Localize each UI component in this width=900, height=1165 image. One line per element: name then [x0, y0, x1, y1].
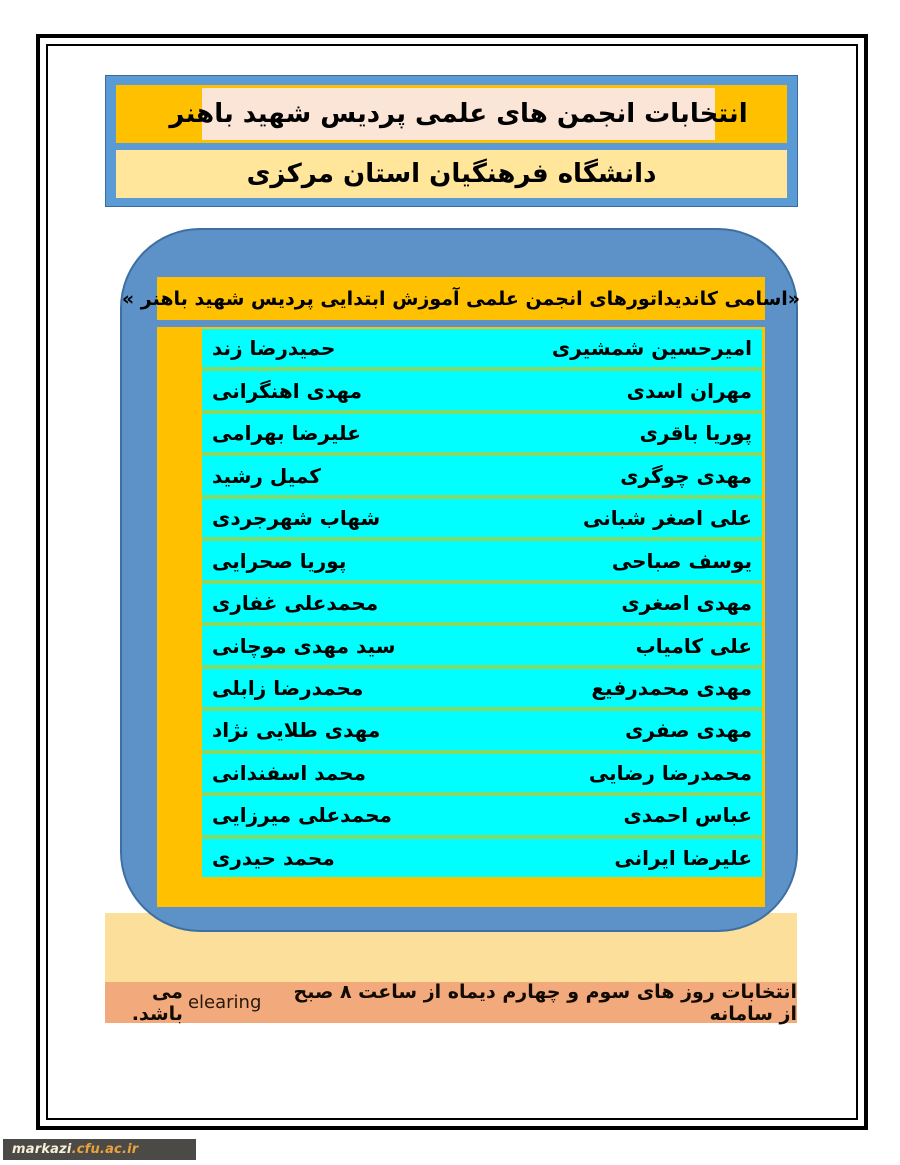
table-row — [202, 499, 762, 537]
candidate-name-secondary: مهدی اهنگرانی — [212, 378, 362, 403]
list-title: «اسامی کاندیداتورهای انجمن علمی آموزش ابتدایی پردیس شهید باهنر » — [121, 287, 801, 310]
table-row — [202, 754, 762, 792]
candidate-name-secondary: کمیل رشید — [212, 463, 321, 488]
university-title: دانشگاه فرهنگیان استان مرکزی — [246, 159, 657, 189]
candidate-name-primary: پوریا باقری — [639, 421, 752, 446]
candidate-name-secondary: محمدعلی غفاری — [212, 591, 379, 616]
university-title-bar — [116, 150, 787, 198]
main-title-bar — [116, 85, 787, 143]
candidate-name-primary: علی اصغر شبانی — [583, 506, 752, 531]
candidates-panel — [120, 228, 801, 932]
candidate-name-secondary: محمدعلی میرزایی — [212, 803, 392, 828]
table-row — [202, 839, 762, 877]
table-row — [202, 584, 762, 622]
candidate-name-primary: محمدرضا رضایی — [588, 760, 752, 785]
header-panel — [105, 75, 798, 207]
candidates-table-frame — [157, 327, 765, 907]
table-row — [202, 371, 762, 409]
candidate-name-secondary: مهدی طلایی نژاد — [212, 718, 381, 743]
table-row — [202, 541, 762, 579]
table-row — [202, 711, 762, 749]
table-row — [202, 669, 762, 707]
watermark-site-domain: .cfu.ac.ir — [71, 1142, 139, 1157]
election-notice-band — [105, 982, 797, 1023]
candidate-name-secondary: محمدرضا زابلی — [212, 675, 364, 700]
elearning-system-label: elearing — [187, 992, 262, 1013]
watermark-site-name: markazi — [12, 1142, 72, 1157]
election-notice-suffix: می باشد. — [131, 980, 183, 1025]
candidate-name-secondary: پوریا صحرایی — [212, 548, 347, 573]
main-title-highlight — [169, 88, 748, 140]
candidate-name-secondary: محمد حیدری — [212, 845, 335, 870]
candidate-name-primary: مهدی محمدرفیع — [591, 675, 752, 700]
candidate-name-primary: مهدی چوگری — [620, 463, 752, 488]
candidate-name-primary: علی کامیاب — [635, 633, 752, 658]
candidate-name-primary: امیرحسین شمشیری — [551, 336, 752, 361]
table-row — [202, 456, 762, 494]
candidate-name-primary: یوسف صباحی — [611, 548, 752, 573]
main-title: انتخابات انجمن های علمی پردیس شهید باهنر — [169, 99, 748, 129]
candidate-name-primary: علیرضا ایرانی — [614, 845, 752, 870]
candidate-name-secondary: شهاب شهرجردی — [212, 506, 381, 531]
candidate-name-primary: مهدی صفری — [625, 718, 752, 743]
candidate-name-secondary: محمد اسفندانی — [212, 760, 366, 785]
site-watermark — [3, 1139, 196, 1160]
table-row — [202, 414, 762, 452]
candidate-name-secondary: سید مهدی موچانی — [212, 633, 396, 658]
candidates-table — [202, 329, 762, 877]
table-row — [202, 626, 762, 664]
candidate-name-primary: مهدی اصغری — [621, 591, 752, 616]
candidate-name-secondary: حمیدرضا زند — [212, 336, 336, 361]
candidate-name-primary: عباس احمدی — [623, 803, 752, 828]
candidate-name-secondary: علیرضا بهرامی — [212, 421, 361, 446]
table-row — [202, 329, 762, 367]
candidate-name-primary: مهران اسدی — [626, 378, 752, 403]
table-row — [202, 796, 762, 834]
election-notice-text: انتخابات روز های سوم و چهارم دیماه از ساعت ۸ صبح از سامانه — [280, 980, 797, 1025]
list-title-bar — [121, 277, 801, 320]
